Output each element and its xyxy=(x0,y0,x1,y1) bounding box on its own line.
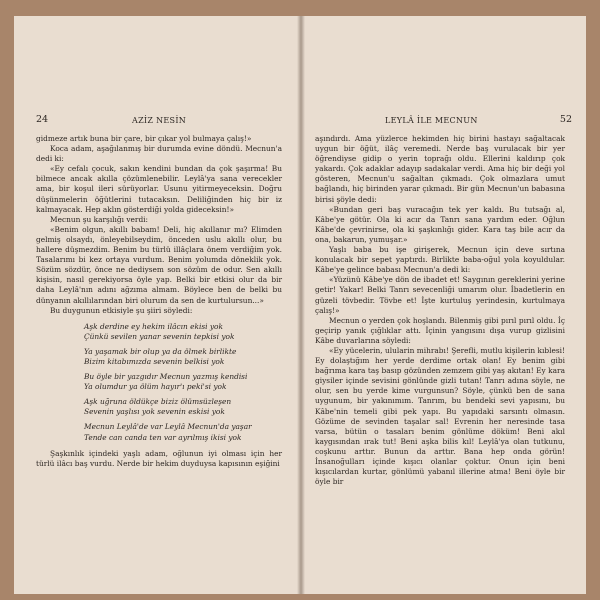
poem-stanza xyxy=(84,322,282,342)
paragraph: aşındırdı. Ama yüzlerce hekimden hiç birini hastayı sağaltacak uygun bir öğüt, ilâç veremedi. Nerde baş vurulacak bir yer öğrendiyse gidip o yerin toprağı oldu. Ellerini kaldırıp çok yakardı. Çok adaklar adayıp sadakalar verdi. Ama hiç bir deği yol gösteren, Mecnun'u sağaltan çıkmadı. Çok olmazlara umut bağlandı, hiç birinden yarar çıkmadı. Bir gün Mecnun'un babasına birisi şöyle dedi: xyxy=(315,134,565,204)
page-body xyxy=(36,134,282,469)
paragraph: «Ey cefalı çocuk, sakın kendini bundan da çok şaşırma! Bu bilmece ancak akılla çözümlenebilir. Leylâ'ya sana verecekler ama, bir koşul ileri sürüyorlar. Usunu yitirmeyeceksin. Doğru düşünmelerin öğütlerini tutacaksın. Deliliğinden hiç bir iz kalmayacak. Hep aklın gösterdiği yolda gideceksin!» xyxy=(36,164,282,214)
poem-line: Mecnun Leylâ'de var Leylâ Mecnun'da yaşar xyxy=(84,422,252,432)
page-number: 52 xyxy=(559,114,572,125)
paragraph: Koca adam, aşağılanmış bir durumda evine döndü. Mecnun'a dedi ki: xyxy=(36,144,282,164)
page-body xyxy=(315,134,565,487)
poem-line: Aşk derdine ey hekim ilâcın ekisi yok xyxy=(84,321,223,331)
poem-stanza xyxy=(84,397,282,417)
poem-stanza xyxy=(84,347,282,367)
paragraph: Mecnun şu karşılığı verdi: xyxy=(50,214,149,224)
poem-line: Sevenin yaşlısı yok sevenin eskisi yok xyxy=(84,407,225,417)
poem-line: Bu öyle bir yazgıdır Mecnun yazmış kendisi xyxy=(84,372,248,382)
poem-stanza xyxy=(84,372,282,392)
paragraph: Yaşlı baba bu işe girişerek, Mecnun için deve sırtına konulacak bir sepet yaptırdı. Birlikte baba-oğul yola koyuldular. Kâbe'ye gelince babası Mecnun'a dedi ki: xyxy=(315,245,565,275)
paragraph: gidmeze artık buna bir çare, bir çıkar yol bulmaya çalış!» xyxy=(36,134,252,143)
paragraph: Bu duygunun etkisiyle şu şiiri söyledi: xyxy=(50,305,193,315)
poem-line: Aşk uğruna öldükçe biziz ölümsüzleşen xyxy=(84,397,232,407)
paragraph: Mecnun o yerden çok hoşlandı. Bilenmiş gibi pırıl pırıl oldu. İç geçirip yanık çığlıklar attı. İçinin yangısını dışa vurup gizlisini Kâbe duvarlarına söyledi: xyxy=(315,315,565,345)
poem-line: Ya yaşamak bir olup ya da ölmek birlikte xyxy=(84,346,237,356)
paragraph: «Ey yücelerin, ulularin mihrabı! Şerefli, mutlu kişilerin kıblesi! Ey dolaştığım her yerde derdime ortak olan! Ey benim gibi bağrıma kara taş basıp gözünden zemzem gibi yaş akıtan! Ey kara giysiler içinde sevisini gönlünde gizli tutan! Tanrı adına söyle, ne olur, sen bu yerde kime vurgunsun? Söyle, çünkü ben de sana uygunum, bir yakınımım. Tanrım, bu bendeki sevi yapısını, bu Kâbe'nin temeli gibi pek yapı. Bu yapıdaki sarsıntı olmasın. Gözüme de sevinden taşalar sal! Evrenin her neresinde tasa varsa, bütün o tasaları benim gönlüme döküm! Beni akıl kaygısından ırak tut! Beni aşka bilis kıl! Leylâ'ya olan tutkunu, coşkunu arttır. Bunun da arttır. Bana hep onda görün! İnsanoğulları içinde kışıcı olanlar çoktur. Onun için beni kışıcılardan kurtar, gönlümü yabanıl illerine atma! Beni öyle bir öyle bir xyxy=(315,345,565,487)
paragraph: Şaşkınlık içindeki yaşlı adam, oğlunun iyi olması için her türlü ilâcı baş vurdu. Nerde bir hekim duyduysa kapısının eşiğini xyxy=(36,448,282,468)
page-number: 24 xyxy=(36,114,49,125)
paragraph: «Yüzünü Kâbe'ye dön de ibadet et! Saygının gereklerini yerine getir! Yakar! Belki Tanrı sevecenliği umarım olur. İbadetlerin en güzeli tövbedir. Tövbe et! İşte kurtuluş yerindesin, kurtulmaya çalış!» xyxy=(315,275,565,315)
left-page xyxy=(14,16,299,594)
poem-line: Ya olumdur ya ölüm hayır'ı peki'si yok xyxy=(84,382,227,392)
poem-line: Çünkü sevilen yanar sevenin tepkisi yok xyxy=(84,331,235,341)
paragraph: «Benim olgun, akıllı babam! Deli, hiç akıllanır mı? Elimden gelmiş olsaydı, önleyebilseydim, önceden uslu akıllı olur, bu hallere düşmezdim. Benim bu türlü illâçlara önem verdiğim yok. Tasalarımı bi kez ortaya vurdum. Benim yolumda döneklik yok. Sözüm sözdür, önce ne dediysem son sözüm de odur. Sen akıllı kişisin, nasıl gerekiyorsa öyle yap. Belki bir etkisi olur da bir daha Leylâ'nın adını ağzıma almam. Böylece ben de belki bu dünyanın akıllılarından biri olurum da sen de kurtulursun...» xyxy=(36,224,282,305)
poem xyxy=(84,322,282,443)
running-header: LEYLÂ İLE MECNUN xyxy=(385,116,478,125)
running-header: AZİZ NESİN xyxy=(132,116,187,125)
paragraph: «Bundan geri baş vuracağın tek yer kaldı. Bu tutsağı al, Kâbe'ye götür. Ola ki acır da Tanrı sana yardım eder. Oğlun Kâbe'de çevrinirse, ola ki şaşkınlığı gider. Kara taş bile acır da ona, bakarun, yumuşar.» xyxy=(315,204,565,244)
poem-stanza xyxy=(84,422,282,442)
poem-line: Tende can canda ten var ayrılmış ikisi yok xyxy=(84,432,242,442)
poem-line: Bizim kitabımızda sevenin belkisi yok xyxy=(84,356,225,366)
book-spread xyxy=(14,16,586,594)
right-page xyxy=(303,16,586,594)
